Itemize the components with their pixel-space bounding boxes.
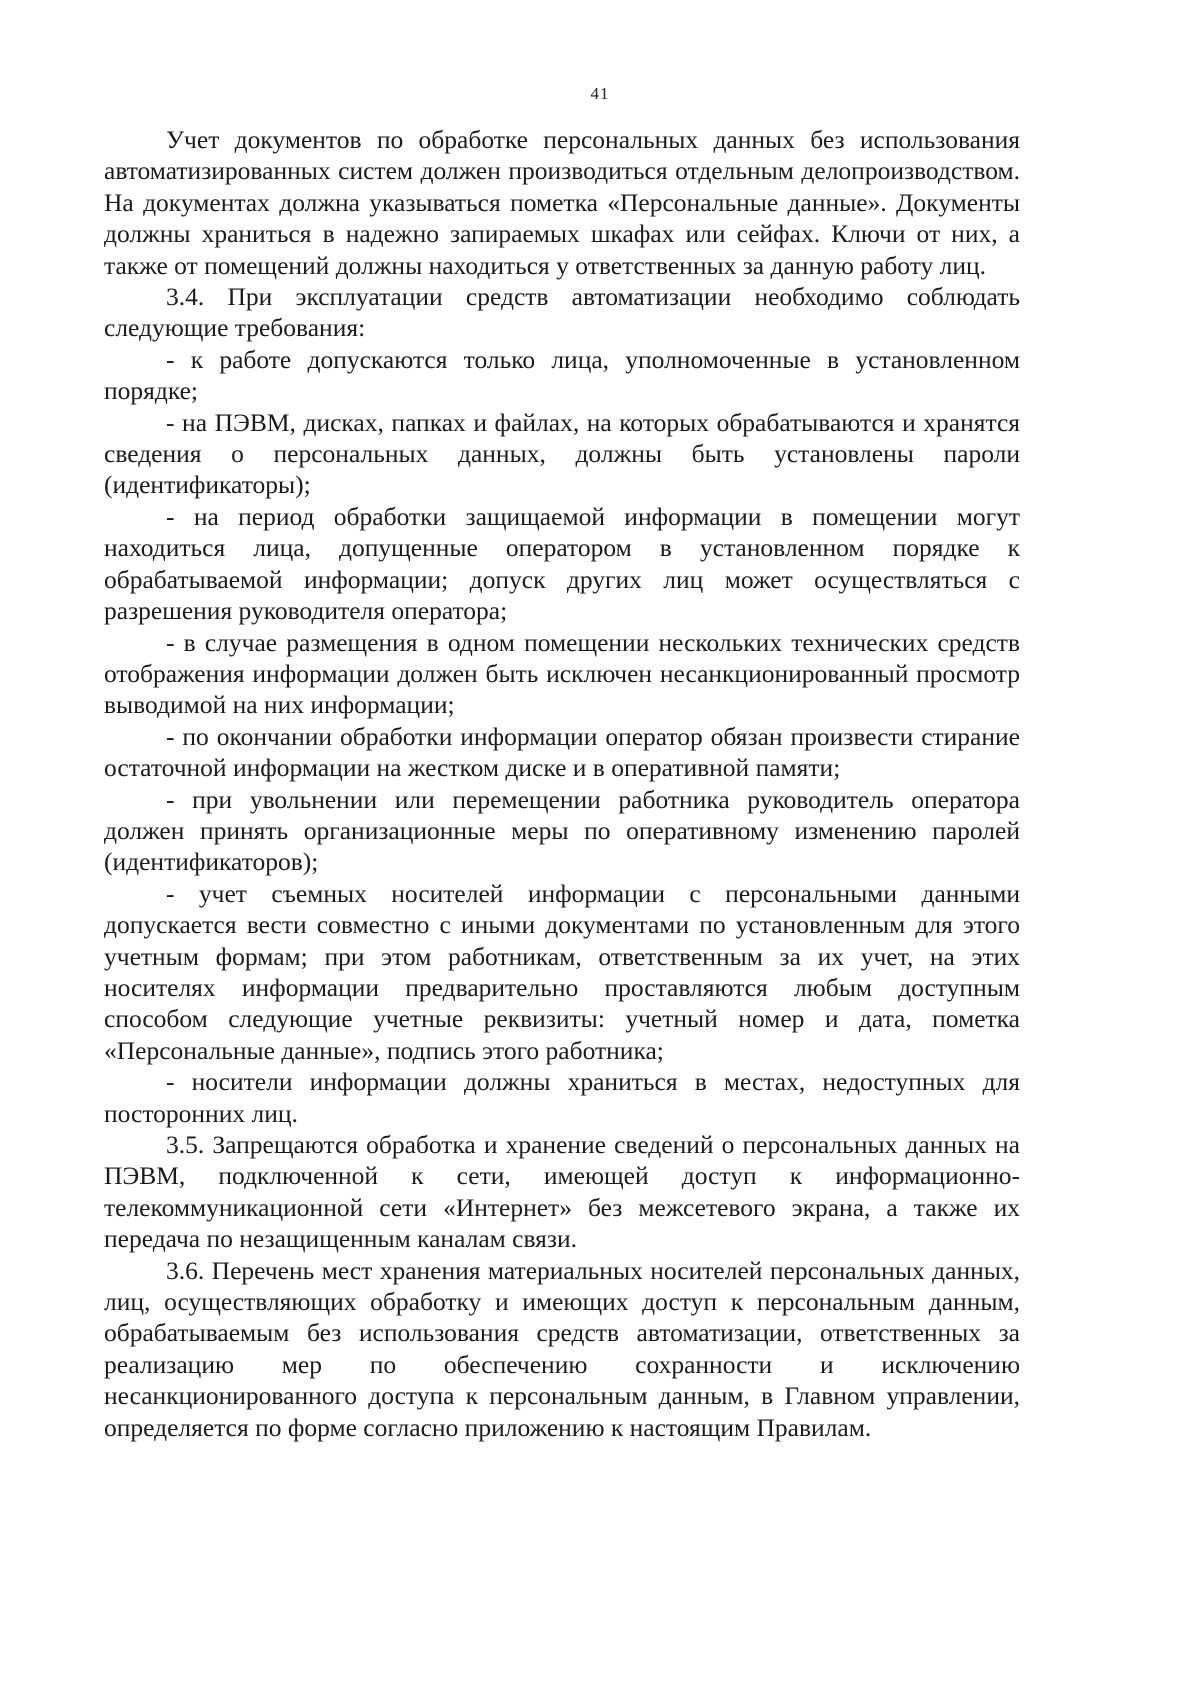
document-body [104,124,1020,1443]
list-item: - при увольнении или перемещении работника руководитель оператора должен принять организационные меры по оперативному изменению паролей (идентификаторов); [104,784,1020,877]
list-item: - на ПЭВМ, дисках, папках и файлах, на которых обрабатываются и хранятся сведения о персональных данных, должны быть установлены пароли (идентификаторы); [104,407,1020,500]
list-item: - по окончании обработки информации оператор обязан произвести стирание остаточной информации на жестком диске и в оперативной памяти; [104,721,1020,783]
paragraph-3-6: 3.6. Перечень мест хранения материальных носителей персональных данных, лиц, осуществляющих обработку и имеющих доступ к персональным данным, обрабатываемым без использования средств автоматизации, ответственных за реализацию мер по обеспечению сохранности и исключению несанкционированного доступа к персональным данным, в Главном управлении, определяется по форме согласно приложению к настоящим Правилам. [104,1255,1020,1442]
list-item: - в случае размещения в одном помещении нескольких технических средств отображения информации должен быть исключен несанкционированный просмотр выводимой на них информации; [104,627,1020,720]
list-item: - к работе допускаются только лица, уполномоченные в установленном порядке; [104,344,1020,406]
paragraph-document-accounting: Учет документов по обработке персональных данных без использования автоматизированных систем должен производиться отдельным делопроизводством. На документах должна указываться пометка «Персональные данные». Документы должны храниться в надежно запираемых шкафах или сейфах. Ключи от них, а также от помещений должны находиться у ответственных за данную работу лиц. [104,125,1020,280]
page-number: 41 [590,84,610,103]
list-item: - носители информации должны храниться в местах, недоступных для посторонних лиц. [104,1067,1020,1128]
paragraph-3-4: 3.4. При эксплуатации средств автоматизации необходимо соблюдать следующие требования: [104,282,1020,343]
paragraph-3-5: 3.5. Запрещаются обработка и хранение сведений о персональных данных на ПЭВМ, подключенной к сети, имеющей доступ к информационно-телекоммуникационной сети «Интернет» без межсетевого экрана, а также их передача по незащищенным каналам связи. [104,1130,1020,1254]
list-item: - учет съемных носителей информации с персональными данными допускается вести совместно с иными документами по установленным для этого учетным формам; при этом работникам, ответственным за их учет, на этих носителях информации предварительно проставляются любым доступным способом следующие учетные реквизиты: учетный номер и дата, пометка «Персональные данные», подпись этого работника; [104,878,1020,1065]
list-item: - на период обработки защищаемой информации в помещении могут находиться лица, допущенные оператором в установленном порядке к обрабатываемой информации; допуск других лиц может осуществляться с разрешения руководителя оператора; [104,501,1020,626]
